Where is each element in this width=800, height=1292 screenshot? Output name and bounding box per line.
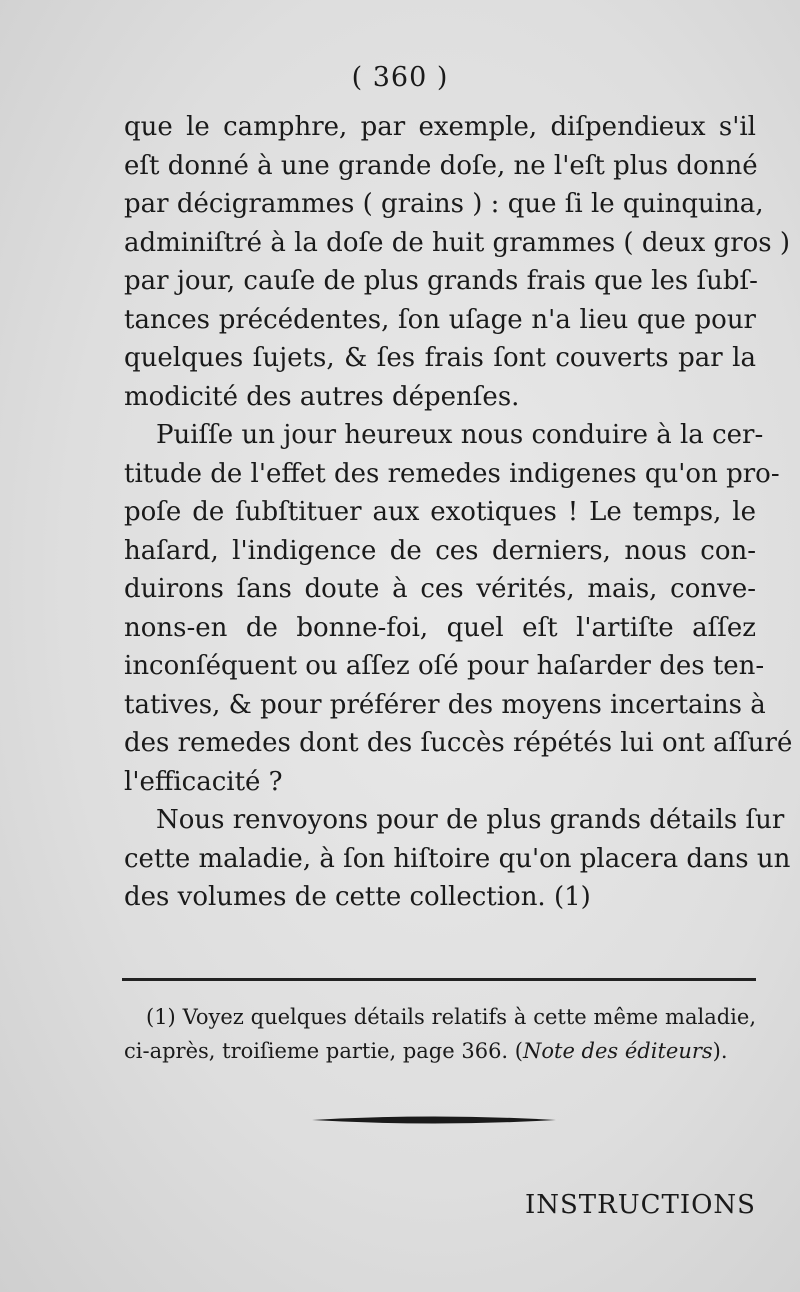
text-line: tances précédentes, ſon uſage n'a lieu que pour — [124, 304, 756, 335]
main-text — [124, 108, 793, 917]
text-line: titude de l'effet des remedes indigenes qu'on pro- — [124, 458, 780, 489]
catchword: INSTRUCTIONS — [524, 1190, 756, 1220]
text-line: cette maladie, à ſon hiſtoire qu'on placera dans un — [124, 843, 791, 874]
footnote-line: (1) Voyez quelques détails relatifs à cette même maladie, — [146, 1005, 756, 1029]
text-line: des remedes dont des ſuccès répétés lui ont aſſuré — [124, 728, 793, 758]
footnote-text: ci-après, troiſieme partie, page 366. ( — [124, 1039, 523, 1063]
footnote-line — [124, 1034, 756, 1068]
footnote-end: ). — [712, 1039, 728, 1063]
text-line: par jour, cauſe de plus grands frais que les ſubſ- — [124, 266, 758, 296]
text-line: quelques ſujets, & ſes frais ſont couverts par la — [124, 343, 756, 373]
text-line: inconſéquent ou aſſez oſé pour haſarder des ten- — [124, 651, 765, 681]
text-line: haſard, l'indigence de ces derniers, nous con- — [124, 535, 756, 566]
text-line: eſt donné à une grande doſe, ne l'eſt plus donné — [124, 150, 758, 181]
text-line: des volumes de cette collection. (1) — [124, 882, 591, 912]
footnote — [124, 1000, 756, 1068]
text-line: tatives, & pour préférer des moyens incertains à — [124, 689, 766, 720]
text-line: Puiſſe un jour heureux nous conduire à la cer- — [156, 420, 764, 450]
text-line: modicité des autres dépenſes. — [124, 381, 520, 412]
text-line: nons-en de bonne-foi, quel eſt l'artiſte aſſez — [124, 612, 756, 643]
footnote-editor-note: Note des éditeurs — [522, 1039, 713, 1063]
text-line: l'efficacité ? — [124, 766, 283, 797]
page-number: ( 360 ) — [351, 62, 449, 93]
footnote-rule — [122, 978, 756, 981]
text-line: que le camphre, par exemple, diſpendieux s'il — [124, 112, 756, 142]
text-line: par décigrammes ( grains ) : que ſi le quinquina, — [124, 189, 764, 219]
text-line: adminiſtré à la doſe de huit grammes ( deux gros ) — [124, 227, 791, 258]
text-line: Nous renvoyons pour de plus grands détails ſur — [156, 805, 785, 835]
text-line: poſe de ſubſtituer aux exotiques ! Le temps, le — [124, 497, 756, 527]
ornament-rule — [312, 1115, 556, 1125]
text-line: duirons ſans doute à ces vérités, mais, conve- — [124, 574, 756, 604]
